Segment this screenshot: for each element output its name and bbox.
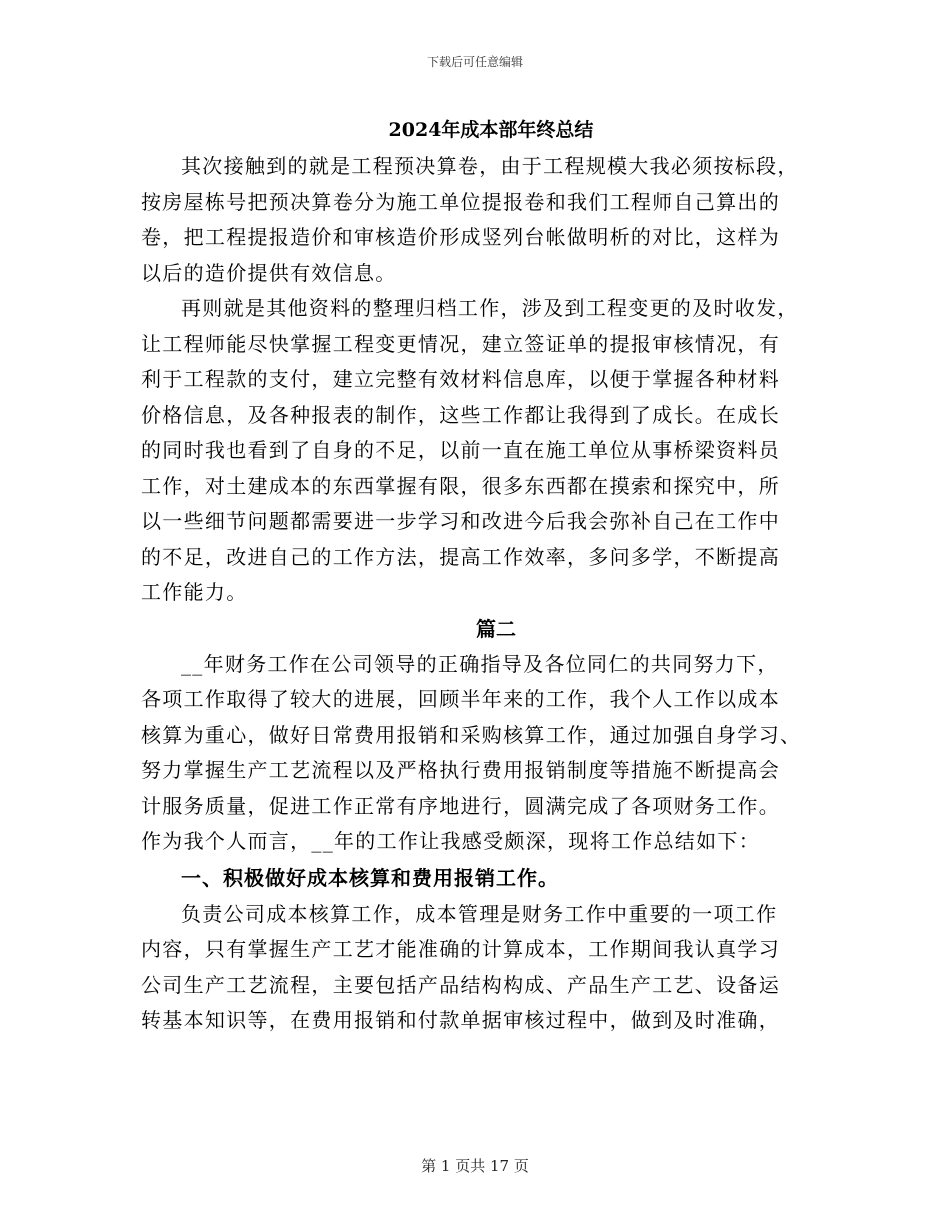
text-line: 努力掌握生产工艺流程以及严格执行费用报销制度等措施不断提高会 xyxy=(141,758,780,782)
paragraph-project-budget xyxy=(141,149,811,291)
text-line: 转基本知识等，在费用报销和付款单据审核过程中，做到及时准确， xyxy=(141,1008,780,1032)
text-line: 其次接触到的就是工程预决算卷，由于工程规模大我必须按标段， xyxy=(181,154,799,178)
text-line: 以后的造价提供有效信息。 xyxy=(141,260,397,285)
text-line: 核算为重心，做好日常费用报销和采购核算工作，通过加强自身学习、 xyxy=(141,722,802,747)
text-line: __年财务工作在公司领导的正确指导及各位同仁的共同努力下， xyxy=(181,651,779,676)
text-line: 的不足，改进自己的工作方法，提高工作效率，多问多学，不断提高 xyxy=(141,544,780,569)
text-line: 内容，只有掌握生产工艺才能准确的计算成本，工作期间我认真学习 xyxy=(141,937,780,961)
text-line: 以一些细节问题都需要进一步学习和改进今后我会弥补自己在工作中 xyxy=(141,509,780,533)
text-line: 利于工程款的支付，建立完整有效材料信息库，以便于掌握各种材料 xyxy=(141,367,780,391)
paragraph-archiving xyxy=(141,291,811,611)
text-line: 负责公司成本核算工作，成本管理是财务工作中重要的一项工作 xyxy=(181,901,778,926)
section-title: 篇二 xyxy=(476,616,516,641)
page-footer: 第 1 页共 17 页 xyxy=(421,1157,529,1175)
subheading: 一、积极做好成本核算和费用报销工作。 xyxy=(181,865,559,890)
paragraph-cost-accounting xyxy=(141,897,811,1039)
text-line: 公司生产工艺流程，主要包括产品结构构成、产品生产工艺、设备运 xyxy=(141,972,780,997)
text-line: 价格信息，及各种报表的制作，这些工作都让我得到了成长。在成长 xyxy=(141,402,780,427)
text-line: 工作，对土建成本的东西掌握有限，很多东西都在摸索和探究中，所 xyxy=(141,473,780,498)
text-line: 再则就是其他资料的整理归档工作，涉及到工程变更的及时收发， xyxy=(181,296,799,320)
text-line: 工作能力。 xyxy=(141,580,248,604)
text-line: 各项工作取得了较大的进展，回顾半年来的工作，我个人工作以成本 xyxy=(141,687,780,711)
page-header: 下载后可任意编辑 xyxy=(426,55,523,69)
text-line: 的同时我也看到了自身的不足，以前一直在施工单位从事桥梁资料员 xyxy=(141,438,780,462)
text-line: 按房屋栋号把预决算卷分为施工单位提报卷和我们工程师自己算出的 xyxy=(141,189,780,214)
text-line: 让工程师能尽快掌握工程变更情况，建立签证单的提报审核情况，有 xyxy=(141,331,780,356)
document-body xyxy=(141,111,811,1039)
document-title: 2024年成本部年终总结 xyxy=(388,119,594,141)
text-line: 作为我个人而言，__年的工作让我感受颇深，现将工作总结如下： xyxy=(141,829,760,853)
text-line: 计服务质量，促进工作正常有序地进行，圆满完成了各项财务工作。 xyxy=(141,793,780,818)
paragraph-finance-intro xyxy=(141,647,811,860)
text-line: 卷，把工程提报造价和审核造价形成竖列台帐做明析的对比，这样为 xyxy=(141,225,780,249)
